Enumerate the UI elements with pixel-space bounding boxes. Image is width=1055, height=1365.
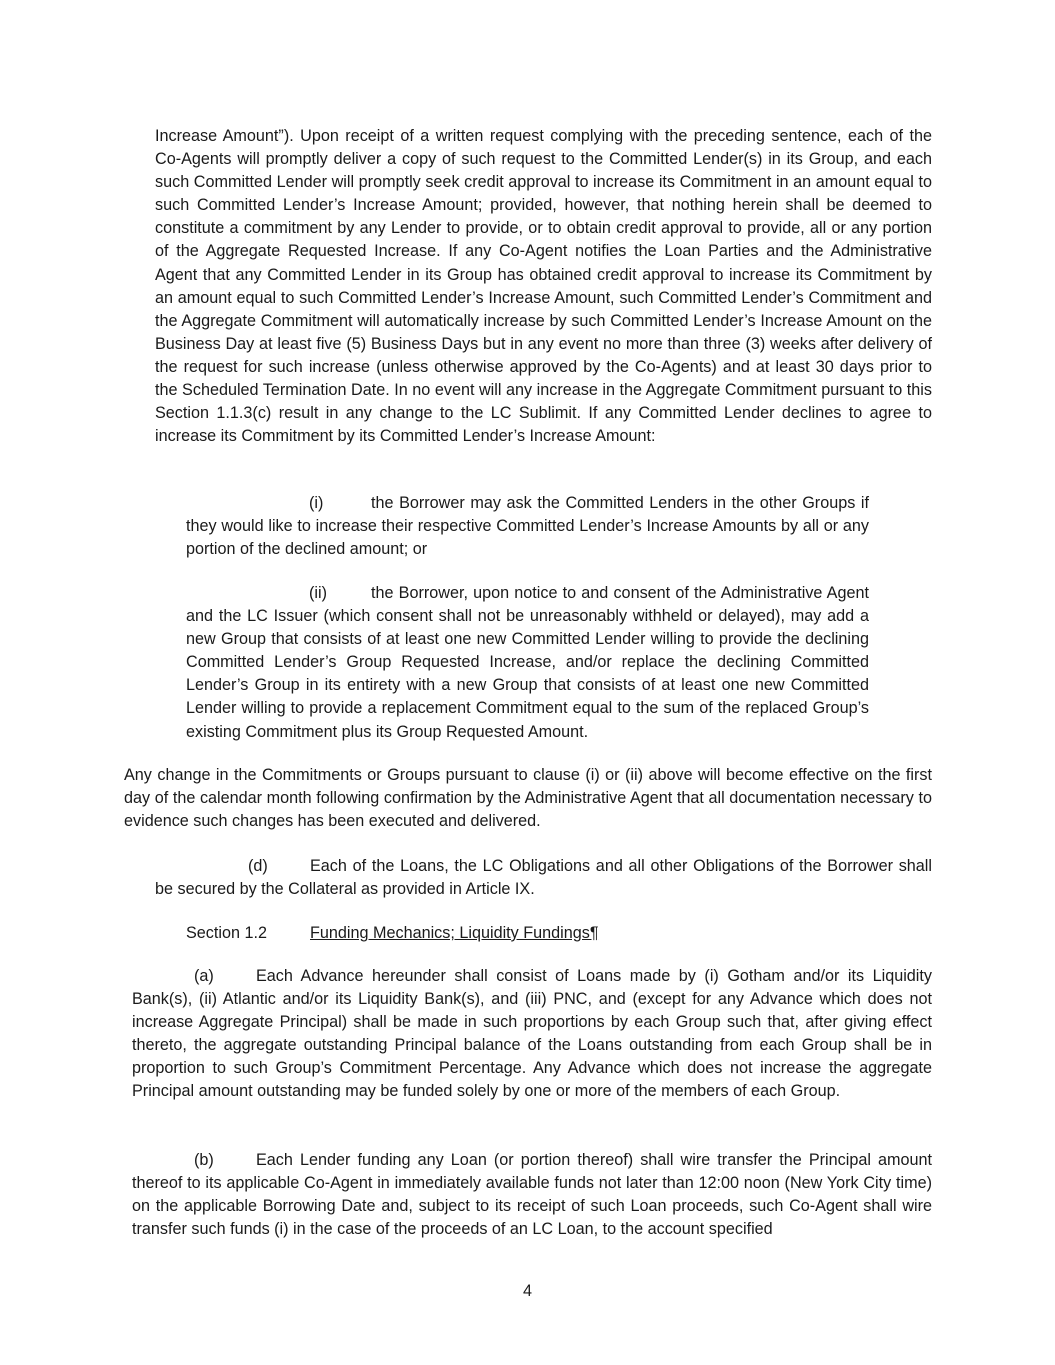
section-heading (186, 922, 599, 945)
paragraph-any-change: Any change in the Commitments or Groups pursuant to clause (i) or (ii) above will become effective on the first day of the calendar month following confirmation by the Administrative Agent that all documentation necessary to evidence such changes has been executed and delivered. (124, 766, 932, 831)
clause-i-label: (i) (309, 494, 324, 512)
clause-ii (186, 582, 869, 744)
clause-i-text: the Borrower may ask the Committed Lenders in the other Groups if they would like to increase their respective Committed Lender’s Increase Amounts by all or any portion of the declined amount; or (186, 494, 869, 559)
clause-ii-text: the Borrower, upon notice to and consent of the Administrative Agent and the LC Issuer (which consent shall not be unreasonably withheld or delayed), may add a new Group that consists of at least one new Committed Lender willing to provide the declining Committed Lender’s Group Requested Increase, and/or replace the declining Committed Lender’s Group in its entirety with a new Group that consists of at least one new Committed Lender willing to provide a replacement Commitment equal to the sum of the replaced Group’s existing Commitment plus its Group Requested Amount. (186, 584, 869, 741)
clause-a (132, 965, 932, 1104)
clause-i (186, 492, 869, 561)
clause-b (132, 1149, 932, 1241)
clause-d (155, 855, 932, 901)
section-title: Funding Mechanics; Liquidity Fundings¶ (310, 924, 599, 942)
page-number: 4 (522, 1282, 532, 1300)
section-number: Section 1.2 (186, 924, 267, 942)
clause-b-text: Each Lender funding any Loan (or portion thereof) shall wire transfer the Principal amount thereof to its applicable Co-Agent in immediately available funds not later than 12:00 noon (New York City time) on the applicable Borrowing Date and, subject to its receipt of such Loan proceeds, such Co-Agent shall wire transfer such funds (i) in the case of the proceeds of an LC Loan, to the account specified (132, 1151, 932, 1239)
clause-a-text: Each Advance hereunder shall consist of Loans made by (i) Gotham and/or its Liquidity Bank(s), (ii) Atlantic and/or its Liquidity Bank(s), and (iii) PNC, and (except for any Advance which does not increase Aggregate Principal) shall be made in such proportions by each Group such that, after giving effect thereto, the aggregate outstanding Principal balance of the Loans outstanding from each Group shall be in proportion to such Group’s Commitment Percentage. Any Advance which does not increase the aggregate Principal amount outstanding may be funded solely by one or more of the members of each Group. (132, 967, 932, 1101)
paragraph-increase-amount: Increase Amount”). Upon receipt of a written request complying with the preceding sentence, each of the Co-Agents will promptly deliver a copy of such request to the Committed Lender(s) in its Group, and each such Committed Lender will promptly seek credit approval to increase its Commitment in an amount equal to such Committed Lender’s Increase Amount; provided, however, that nothing herein shall be deemed to constitute a commitment by any Lender to provide, or to obtain credit approval to provide, all or any portion of the Aggregate Requested Increase. If any Co-Agent notifies the Loan Parties and the Administrative Agent that any Committed Lender in its Group has obtained credit approval to increase its Commitment by an amount equal to such Committed Lender’s Increase Amount, such Committed Lender’s Commitment and the Aggregate Commitment will automatically increase by such Committed Lender’s Increase Amount on the Business Day at least five (5) Business Days but in any event no more than three (3) weeks after delivery of the request for such increase (unless otherwise approved by the Co-Agents) and at least 30 days prior to the Scheduled Termination Date. In no event will any increase in the Aggregate Commitment pursuant to this Section 1.1.3(c) result in any change to the LC Sublimit. If any Committed Lender declines to agree to increase its Commitment by its Committed Lender’s Increase Amount: (155, 127, 932, 446)
clause-ii-label: (ii) (309, 584, 327, 602)
clause-d-text: Each of the Loans, the LC Obligations and all other Obligations of the Borrower shall be secured by the Collateral as provided in Article IX. (155, 857, 932, 899)
clause-d-label: (d) (248, 857, 268, 875)
clause-b-label: (b) (194, 1151, 214, 1169)
clause-a-label: (a) (194, 967, 214, 985)
